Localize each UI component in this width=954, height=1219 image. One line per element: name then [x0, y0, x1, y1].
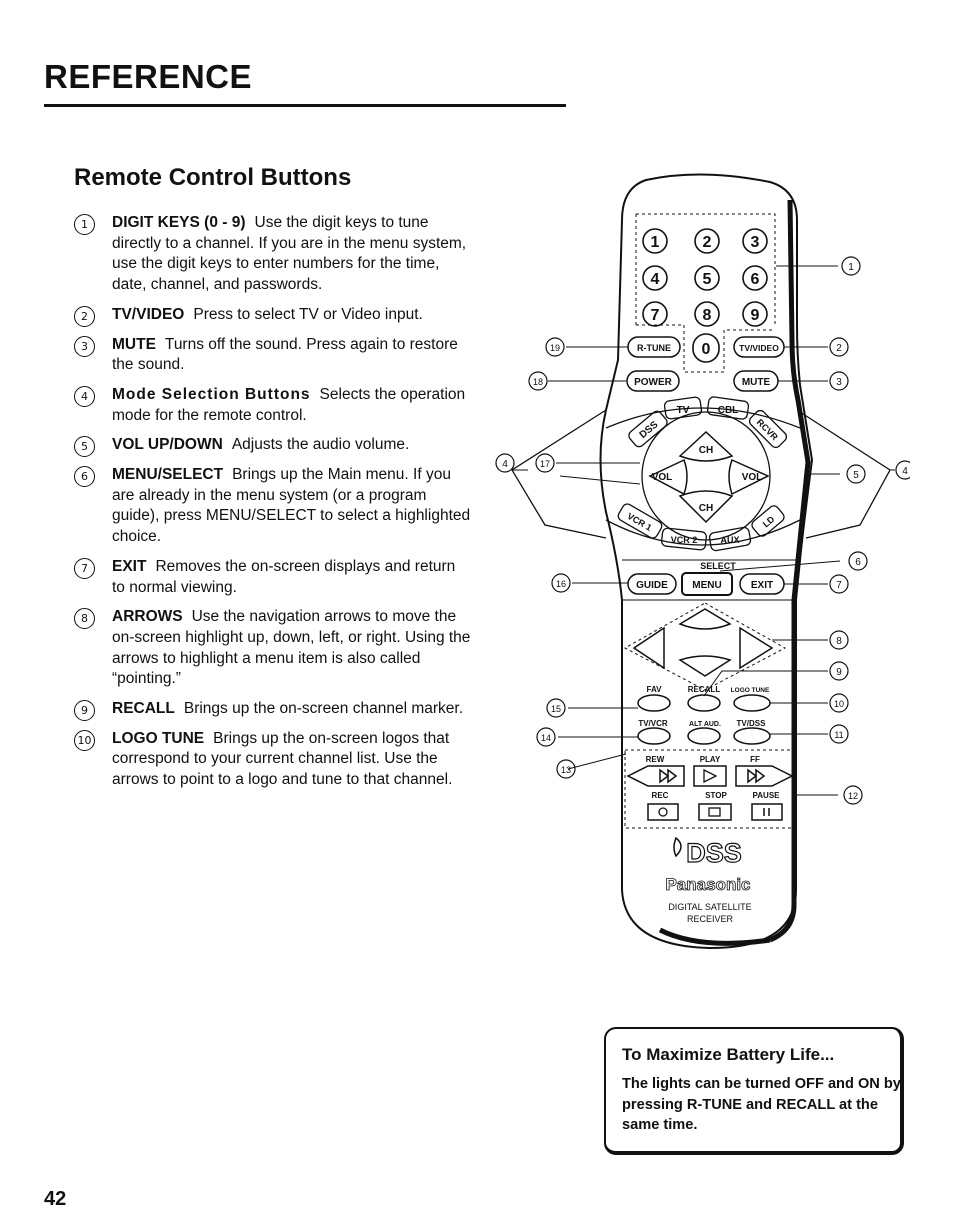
- ch-down-button[interactable]: [680, 491, 732, 522]
- dss-logo-text: DSS: [686, 838, 742, 868]
- arrow-down-button[interactable]: [680, 656, 730, 676]
- callout-16: [552, 574, 570, 592]
- item-number: 4: [74, 386, 95, 407]
- callout-7: [830, 575, 848, 593]
- ff-label: FF: [750, 755, 760, 764]
- item-number: 3: [74, 336, 95, 357]
- tv-video-label: TV/VIDEO: [739, 343, 779, 353]
- svg-text:4: 4: [502, 459, 508, 470]
- pause-label: PAUSE: [752, 791, 780, 800]
- pause-icon: [764, 808, 769, 816]
- svg-text:1: 1: [848, 262, 854, 273]
- exit-button[interactable]: [740, 574, 784, 594]
- list-item-arrows: [74, 607, 472, 690]
- digit-key-3-label: 3: [750, 234, 760, 251]
- ch-down-label: CH: [698, 503, 714, 514]
- list-item-digit-keys: [74, 213, 472, 296]
- rec-icon: [659, 808, 667, 816]
- menu-button[interactable]: [682, 573, 732, 595]
- digit-key-3[interactable]: [743, 229, 767, 253]
- power-label: POWER: [634, 377, 672, 388]
- svg-text:13: 13: [560, 765, 572, 775]
- remote-control-illustration: [490, 170, 910, 960]
- callout-6: [849, 552, 867, 570]
- play-icon: [704, 770, 716, 782]
- mode-area-right-wedge: [800, 412, 890, 538]
- dss-logo-swoosh: [674, 838, 681, 856]
- svg-text:11: 11: [834, 730, 844, 740]
- digit-key-7-label: 7: [650, 307, 660, 324]
- stop-button[interactable]: [699, 804, 731, 820]
- mode-rcvr-button[interactable]: [747, 408, 788, 449]
- svg-text:10: 10: [833, 699, 845, 709]
- item-term: ARROWS: [112, 608, 183, 626]
- item-description: Adjusts the audio volume.: [231, 436, 410, 454]
- item-number: 6: [74, 466, 95, 487]
- mode-aux-label: AUX: [720, 535, 740, 545]
- rec-button[interactable]: [648, 804, 678, 820]
- battery-tip-title: To Maximize Battery Life...: [622, 1045, 835, 1064]
- digit-key-2-label: 2: [702, 234, 712, 251]
- rew-label: REW: [645, 755, 665, 764]
- callout-18: [529, 372, 547, 390]
- item-term: EXIT: [112, 557, 147, 575]
- mode-area-left-wedge: [512, 410, 606, 538]
- model-name-line-2: RECEIVER: [686, 914, 734, 924]
- mode-rcvr-label: RCVR: [754, 417, 780, 443]
- recall-label: RECALL: [687, 685, 721, 694]
- digit-key-0-label: 0: [701, 341, 711, 358]
- select-label: SELECT: [700, 561, 736, 571]
- svg-text:2: 2: [836, 343, 842, 354]
- callout-15: [547, 699, 565, 717]
- tv-vcr-button[interactable]: [638, 728, 670, 744]
- battery-tip-box: [604, 1027, 904, 1155]
- fav-label: FAV: [646, 685, 662, 694]
- pause-button[interactable]: [752, 804, 782, 820]
- item-description: Press to select TV or Video input.: [193, 305, 423, 323]
- ch-up-label: CH: [698, 445, 714, 456]
- ch-up-button[interactable]: [680, 432, 732, 461]
- callout-8: [830, 631, 848, 649]
- digit-key-9-label: 9: [750, 307, 760, 324]
- alt-aud-button[interactable]: [688, 728, 720, 744]
- item-term: DIGIT KEYS (0 - 9): [112, 214, 246, 231]
- svg-text:8: 8: [836, 636, 842, 647]
- callout-10: [830, 694, 848, 712]
- list-item-tv-video: [74, 305, 472, 326]
- tv-dss-button[interactable]: [734, 728, 770, 744]
- item-term: VOL UP/DOWN: [112, 436, 223, 454]
- digit-key-1[interactable]: [643, 229, 667, 253]
- dss-logo: [674, 838, 742, 868]
- item-number: 5: [74, 436, 95, 457]
- item-number: 7: [74, 558, 95, 579]
- mode-tv-label: TV: [676, 405, 690, 416]
- mode-vcr2-button[interactable]: [661, 528, 707, 551]
- callout-19: [546, 338, 564, 356]
- item-description: Brings up the Main menu. If you are already in the menu system (or a program guide), press MENU/SELECT to select a highlighted choice.: [112, 466, 471, 546]
- list-item-vol: [74, 435, 472, 456]
- item-description: Brings up the on-screen channel marker.: [183, 700, 464, 718]
- menu-label: MENU: [692, 580, 722, 591]
- brand-logo: Panasonic: [665, 875, 751, 894]
- digit-key-8[interactable]: [695, 302, 719, 326]
- item-term: Mode Selection Buttons: [112, 385, 311, 403]
- item-description: Brings up the on-screen logos that correspond to your current channel list. Use the arrows to point to a logo and tune to that channel.: [112, 729, 453, 789]
- svg-text:12: 12: [847, 791, 859, 801]
- power-button[interactable]: [627, 371, 679, 391]
- digit-key-6-label: 6: [750, 271, 760, 288]
- item-term: TV/VIDEO: [112, 305, 185, 323]
- item-number: 10: [74, 730, 95, 751]
- list-item-exit: [74, 557, 472, 598]
- list-item-menu-select: [74, 465, 472, 548]
- subsection-title: Remote Control Buttons: [74, 164, 352, 191]
- list-item-mute: [74, 335, 472, 376]
- logo-tune-label: LOGO TUNE: [730, 687, 770, 694]
- remote-bottom-shadow: [660, 930, 770, 943]
- svg-text:5: 5: [853, 470, 859, 481]
- list-item-mode-selection: [74, 385, 472, 426]
- r-tune-label: R-TUNE: [637, 343, 671, 353]
- vol-up-button[interactable]: [729, 460, 768, 494]
- guide-button[interactable]: [628, 574, 676, 594]
- digit-key-6[interactable]: [743, 266, 767, 290]
- callout-4-right: [896, 461, 910, 479]
- rec-label: REC: [651, 791, 669, 800]
- vol-up-label: VOL: [741, 472, 763, 483]
- callout-9: [830, 662, 848, 680]
- item-description: Use the navigation arrows to move the on-screen highlight up, down, left, or right. Using the arrows to highlight a menu item is also called “pointing.”: [112, 608, 471, 688]
- svg-text:19: 19: [549, 343, 561, 353]
- item-term: MENU/SELECT: [112, 466, 224, 484]
- model-name-line-1: DIGITAL SATELLITE: [668, 902, 752, 912]
- svg-text:17: 17: [539, 459, 551, 469]
- callout-2: [830, 338, 848, 356]
- digit-key-8-label: 8: [702, 307, 712, 324]
- svg-text:14: 14: [540, 733, 552, 743]
- mode-vcr2-label: VCR 2: [670, 535, 698, 545]
- callout-17: [536, 454, 554, 472]
- arrow-up-button[interactable]: [680, 609, 730, 629]
- item-number: 8: [74, 608, 95, 629]
- item-term: MUTE: [112, 335, 156, 353]
- list-item-recall: [74, 699, 472, 720]
- mute-label: MUTE: [741, 377, 771, 388]
- svg-text:16: 16: [555, 579, 567, 589]
- mode-dss-label: DSS: [637, 419, 661, 441]
- digit-key-9[interactable]: [743, 302, 767, 326]
- play-label: PLAY: [699, 755, 721, 764]
- callout-4-left: [496, 454, 514, 472]
- arrow-right-button[interactable]: [740, 628, 772, 668]
- guide-label: GUIDE: [636, 580, 668, 591]
- battery-tip-text: The lights can be turned OFF and ON by pressing R-TUNE and RECALL at the same time.: [622, 1076, 901, 1134]
- callout-14: [537, 728, 555, 746]
- recall-button[interactable]: [688, 695, 720, 711]
- item-description: Use the digit keys to tune directly to a channel. If you are in the menu system, use the digit keys to enter numbers for the time, date, channel, and passwords.: [112, 214, 467, 294]
- callout-1: [842, 257, 860, 275]
- section-title: REFERENCE: [44, 58, 253, 95]
- mode-cbl-label: CBL: [717, 405, 739, 416]
- exit-label: EXIT: [750, 580, 774, 591]
- digit-key-5[interactable]: [695, 266, 719, 290]
- button-description-list: [74, 213, 472, 800]
- callout-3: [830, 372, 848, 390]
- digit-key-1-label: 1: [650, 234, 660, 251]
- svg-text:4: 4: [902, 466, 908, 477]
- r-tune-button[interactable]: [628, 337, 680, 357]
- tv-dss-label: TV/DSS: [736, 719, 766, 728]
- arrow-pad-dashed-frame: [625, 603, 785, 690]
- item-term: RECALL: [112, 700, 175, 718]
- digit-key-4[interactable]: [643, 266, 667, 290]
- fav-button[interactable]: [638, 695, 670, 711]
- svg-text:18: 18: [532, 377, 544, 387]
- item-description: Selects the operation mode for the remote control.: [112, 385, 466, 424]
- play-button[interactable]: [694, 766, 726, 786]
- mode-ld-button[interactable]: [750, 504, 786, 538]
- rew-button[interactable]: [628, 766, 684, 786]
- item-number: 9: [74, 700, 95, 721]
- callout-12: [844, 786, 862, 804]
- logo-tune-button[interactable]: [734, 695, 770, 711]
- list-item-logo-tune: [74, 729, 472, 791]
- alt-aud-label: ALT AUD.: [689, 721, 721, 728]
- stop-icon: [709, 808, 720, 816]
- mute-button[interactable]: [734, 371, 778, 391]
- tv-vcr-label: TV/VCR: [638, 719, 668, 728]
- vol-down-button[interactable]: [650, 460, 687, 494]
- callout-11: [830, 725, 848, 743]
- item-number: 2: [74, 306, 95, 327]
- svg-text:15: 15: [550, 704, 562, 714]
- mode-ld-label: LD: [760, 514, 777, 530]
- digit-key-4-label: 4: [650, 271, 660, 288]
- callout-13: [557, 760, 575, 778]
- page-number: 42: [44, 1188, 67, 1210]
- item-description: Removes the on-screen displays and return to normal viewing.: [112, 557, 456, 596]
- digit-key-7[interactable]: [643, 302, 667, 326]
- title-rule: [44, 104, 566, 107]
- item-term: LOGO TUNE: [112, 729, 205, 747]
- tv-video-button[interactable]: [734, 337, 784, 357]
- svg-text:6: 6: [855, 557, 861, 568]
- item-number: 1: [74, 214, 95, 235]
- svg-text:3: 3: [836, 377, 842, 388]
- digit-key-2[interactable]: [695, 229, 719, 253]
- digit-key-0[interactable]: [693, 334, 719, 362]
- digit-key-5-label: 5: [702, 271, 712, 288]
- item-description: Turns off the sound. Press again to restore the sound.: [112, 335, 458, 374]
- ff-button[interactable]: [736, 766, 792, 786]
- mode-vcr1-label: VCR 1: [625, 510, 654, 533]
- svg-text:9: 9: [836, 667, 842, 678]
- stop-label: STOP: [705, 791, 727, 800]
- vol-down-label: VOL: [651, 472, 673, 483]
- svg-text:7: 7: [836, 580, 842, 591]
- callout-5: [847, 465, 865, 483]
- remote-right-shadow: [770, 200, 808, 940]
